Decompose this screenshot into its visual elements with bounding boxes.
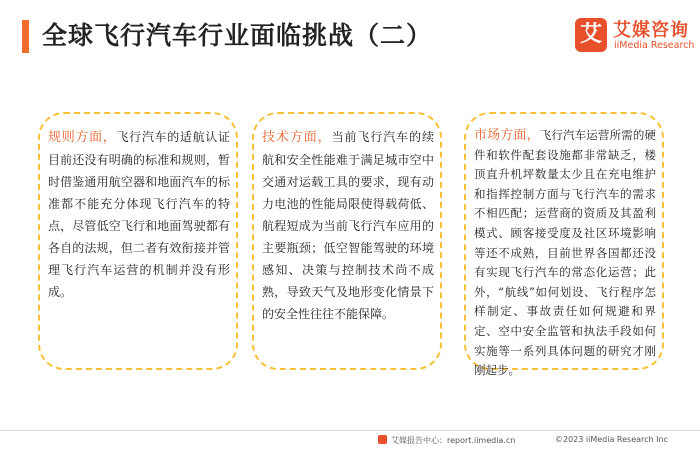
page-title: 全球飞行汽车行业面临挑战（二） (42, 21, 433, 50)
market-challenge-text (474, 126, 656, 381)
footer-divider (0, 430, 700, 431)
logo-name-en: iiMedia Research (614, 40, 695, 51)
technology-challenge-card (252, 112, 442, 370)
rules-challenge-text (48, 126, 230, 303)
footer-source (378, 435, 515, 446)
report-center-icon (378, 435, 387, 444)
footer-source-text: 艾媒报告中心：report.iimedia.cn (391, 436, 516, 445)
rules-challenge-card (38, 112, 238, 370)
card-body: 飞行汽车运营所需的硬件和软件配套设施都非常缺乏，楼顶直升机坪数量太少且在充电维护和指挥控制方面与飞行汽车的需求不相匹配；运营商的资质及其盈利模式、顾客接受度及社区环境影响等还不成熟，目前世界各国都还没有实现飞行汽车的常态化运营；此外，“航线”如何划设、飞行程序怎样制定、事故责任如何规避和界定、空中安全监管和执法手段如何实施等一系列具体问题的研究才刚刚起步。 (474, 128, 656, 378)
card-heading: 市场方面， (474, 128, 540, 143)
logo-mark-icon: 艾 (575, 18, 607, 52)
logo-name-cn: 艾媒咨询 (613, 20, 689, 41)
card-heading: 技术方面， (262, 130, 332, 145)
card-body: 飞行汽车的适航认证目前还没有明确的标准和规则，暂时借鉴通用航空器和地面汽车的标准都不能充分体现飞行汽车的特点，尽管低空飞行和地面驾驶都有各自的法规，但二者有效衔接并管理飞行汽车运营的机制并没有形成。 (48, 130, 230, 299)
title-accent-bar (22, 20, 29, 53)
market-challenge-card (464, 112, 664, 378)
technology-challenge-text (262, 126, 434, 325)
card-heading: 规则方面， (48, 130, 117, 145)
brand-logo (575, 14, 695, 58)
footer-copyright: ©2023 iiMedia Research Inc (555, 435, 668, 444)
card-body: 当前飞行汽车的续航和安全性能难于满足城市空中交通对运载工具的要求，现有动力电池的性能局限使得载荷低、航程短成为当前飞行汽车应用的主要瓶颈；低空智能驾驶的环境感知、决策与控制技术尚不成熟，导致天气及地形变化情景下的安全性往往不能保障。 (262, 130, 434, 321)
